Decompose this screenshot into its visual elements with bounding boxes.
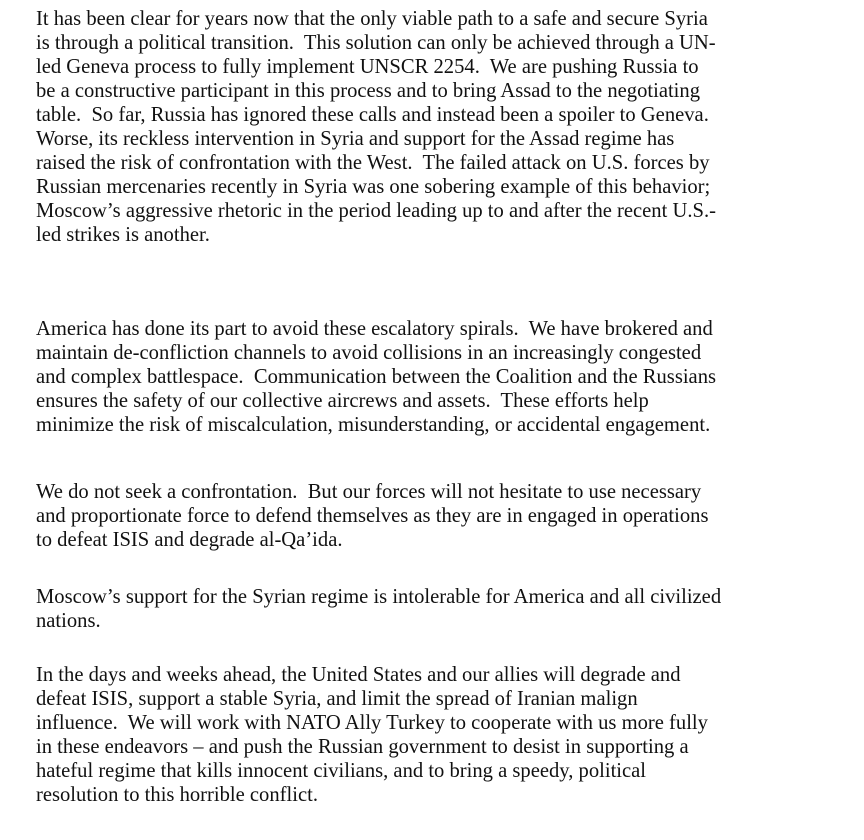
text-line: nations.	[36, 610, 101, 632]
paragraph-no-confrontation	[36, 480, 836, 552]
paragraph-deconfliction	[36, 317, 836, 437]
text-line: to defeat ISIS and degrade al-Qa’ida.	[36, 529, 343, 551]
text-line: and proportionate force to defend themselves as they are in engaged in operations	[36, 505, 709, 527]
text-line: hateful regime that kills innocent civilians, and to bring a speedy, political	[36, 760, 647, 782]
text-line: led strikes is another.	[36, 224, 210, 246]
text-line: is through a political transition. This solution can only be achieved through a UN-	[36, 32, 716, 54]
text-line: led Geneva process to fully implement UNSCR 2254. We are pushing Russia to	[36, 56, 699, 78]
text-line: It has been clear for years now that the only viable path to a safe and secure Syria	[36, 8, 708, 30]
text-line: Moscow’s support for the Syrian regime is intolerable for America and all civilized	[36, 586, 722, 608]
text-line: Moscow’s aggressive rhetoric in the period leading up to and after the recent U.S.-	[36, 200, 716, 222]
text-line: resolution to this horrible conflict.	[36, 784, 318, 806]
paragraph-moscow-support	[36, 585, 836, 633]
text-line: Russian mercenaries recently in Syria was one sobering example of this behavior;	[36, 176, 711, 198]
text-line: Worse, its reckless intervention in Syria and support for the Assad regime has	[36, 128, 675, 150]
paragraph-political-transition	[36, 7, 836, 247]
text-line: maintain de-confliction channels to avoid collisions in an increasingly congested	[36, 342, 702, 364]
text-line: We do not seek a confrontation. But our forces will not hesitate to use necessary	[36, 481, 702, 503]
text-line: table. So far, Russia has ignored these calls and instead been a spoiler to Geneva.	[36, 104, 709, 126]
text-line: In the days and weeks ahead, the United States and our allies will degrade and	[36, 664, 681, 686]
text-line: America has done its part to avoid these escalatory spirals. We have brokered and	[36, 318, 713, 340]
text-line: in these endeavors – and push the Russian government to desist in supporting a	[36, 736, 689, 758]
text-line: minimize the risk of miscalculation, misunderstanding, or accidental engagement.	[36, 414, 711, 436]
text-line: be a constructive participant in this process and to bring Assad to the negotiating	[36, 80, 700, 102]
paragraph-days-ahead	[36, 663, 836, 807]
text-line: raised the risk of confrontation with the West. The failed attack on U.S. forces by	[36, 152, 710, 174]
text-line: influence. We will work with NATO Ally Turkey to cooperate with us more fully	[36, 712, 708, 734]
text-line: and complex battlespace. Communication between the Coalition and the Russians	[36, 366, 717, 388]
text-line: defeat ISIS, support a stable Syria, and limit the spread of Iranian malign	[36, 688, 638, 710]
text-line: ensures the safety of our collective aircrews and assets. These efforts help	[36, 390, 649, 412]
